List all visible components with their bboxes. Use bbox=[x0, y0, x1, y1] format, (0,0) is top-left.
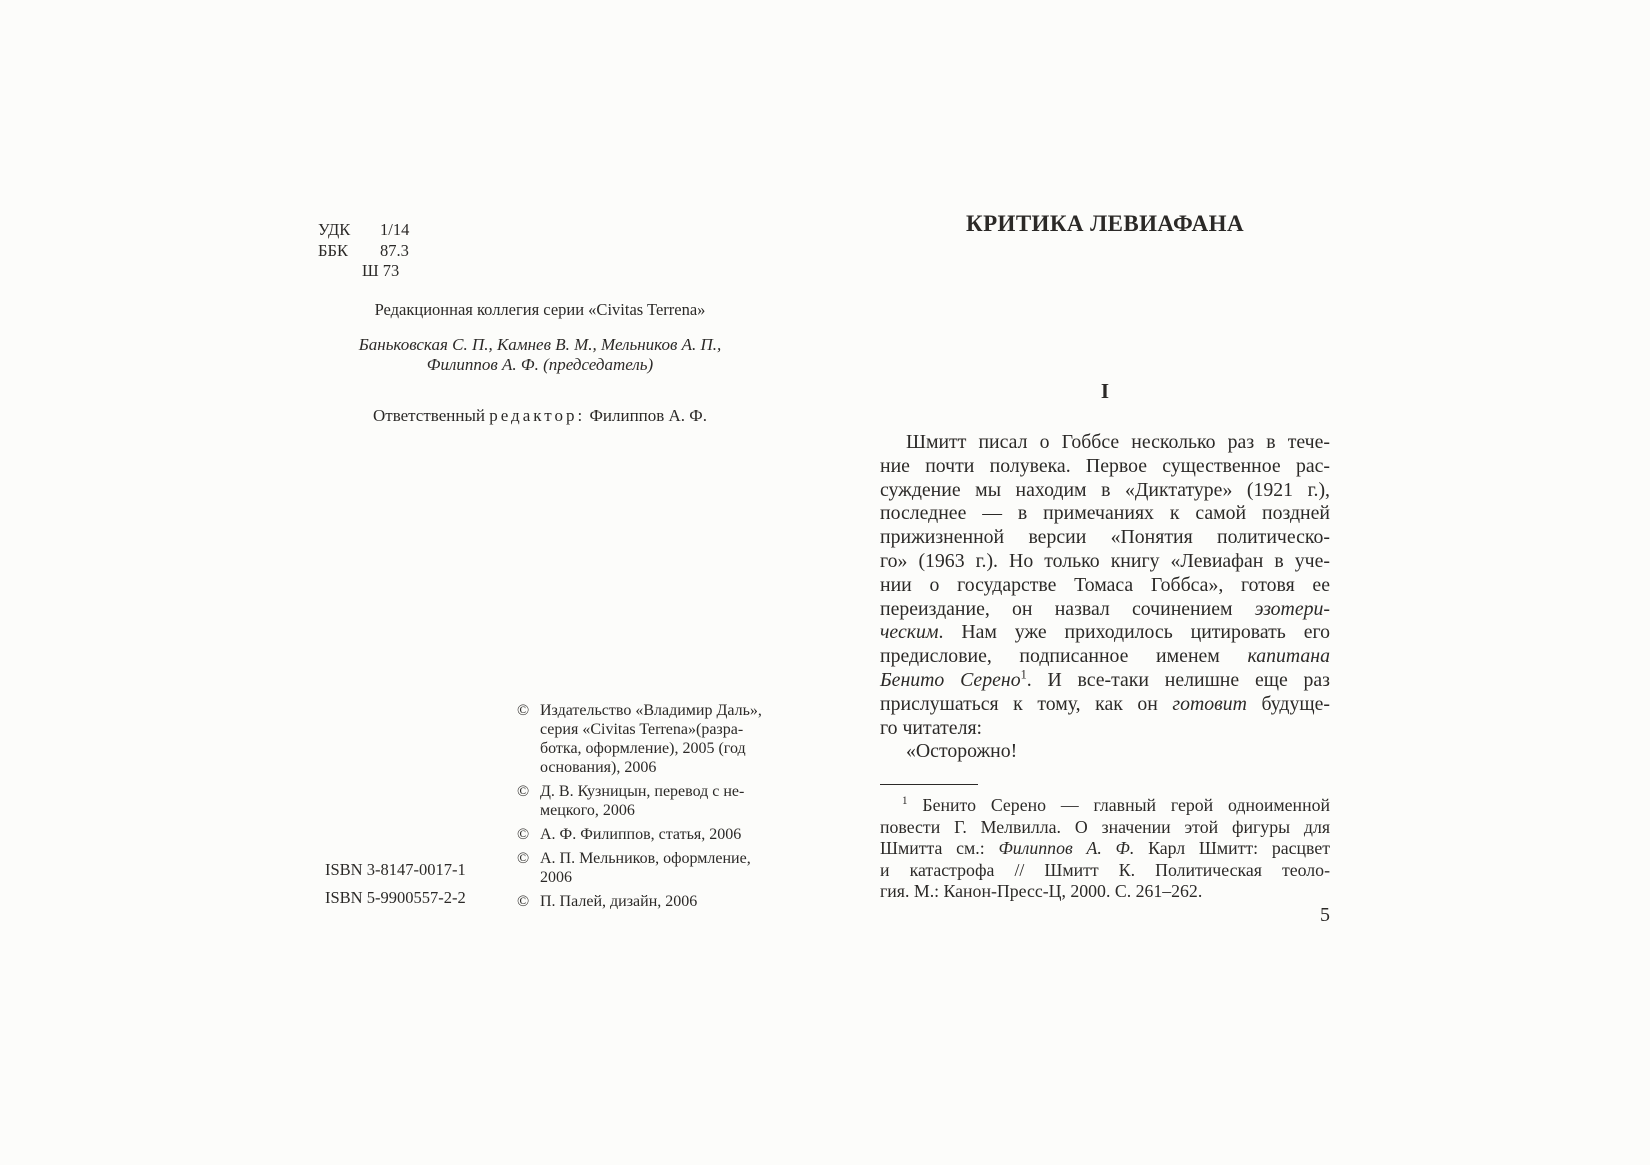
copyright-entry-text bbox=[540, 701, 807, 777]
author-sign-row bbox=[318, 261, 409, 282]
copyright-symbol: © bbox=[517, 826, 530, 843]
isbn-block bbox=[325, 856, 466, 912]
section-number: I bbox=[1100, 379, 1110, 403]
body-paragraph bbox=[880, 431, 1330, 764]
page-number: 5 bbox=[1320, 904, 1330, 926]
text-line: Шмитта см.: Филиппов А. Ф. Карл Шмитт: расцвет bbox=[880, 838, 1331, 859]
copyright-entry bbox=[517, 825, 807, 844]
text-line: предисловие, подписанное именем капитана bbox=[880, 645, 1330, 668]
responsible-editor-line bbox=[310, 406, 770, 426]
text-line: 2006 bbox=[540, 869, 572, 886]
bbk-label: ББК bbox=[318, 240, 348, 260]
text-line: и катастрофа // Шмитт К. Политическая теоло- bbox=[880, 859, 1330, 880]
text-line: ботка, оформление), 2005 (год bbox=[540, 740, 746, 757]
author-sign: Ш 73 bbox=[362, 261, 400, 280]
responsible-editor-prefix: Ответственный bbox=[372, 406, 490, 425]
text-line: нии о государстве Томаса Гоббса», готовя ее bbox=[880, 573, 1330, 596]
copyright-entry bbox=[517, 782, 807, 820]
text-line: Д. В. Кузницын, перевод с не- bbox=[540, 783, 745, 800]
text-line: ние почти полувека. Первое существенное рас- bbox=[880, 454, 1330, 477]
responsible-editor-title: редактор: bbox=[489, 406, 586, 425]
editorial-members-line: Баньковская С. П., Камнев В. М., Мельников А. П., bbox=[358, 335, 722, 354]
copyright-entry bbox=[517, 849, 807, 887]
copyright-entry bbox=[517, 701, 807, 777]
text-line: «Осторожно! bbox=[906, 740, 1018, 763]
copyright-entry-text bbox=[540, 825, 807, 844]
copyright-entry-text bbox=[540, 849, 807, 887]
copyright-symbol: © bbox=[517, 850, 530, 867]
text-line: Шмитт писал о Гоббсе несколько раз в тече- bbox=[906, 431, 1330, 453]
text-line: переиздание, он назвал сочинением эзотери- bbox=[880, 597, 1330, 620]
udk-value: 1/14 bbox=[380, 220, 410, 239]
text-line: го» (1963 г.). Но только книгу «Левиафан в уче- bbox=[880, 549, 1330, 572]
text-line: А. Ф. Филиппов, статья, 2006 bbox=[540, 826, 742, 843]
text-line: мецкого, 2006 bbox=[540, 802, 635, 819]
copyright-block bbox=[517, 701, 807, 916]
editorial-members-line: Филиппов А. Ф. (председатель) bbox=[426, 355, 654, 374]
responsible-editor-name: Филиппов А. Ф. bbox=[585, 406, 707, 425]
editorial-board-members bbox=[310, 335, 770, 375]
isbn-line: ISBN 3-8147-0017-1 bbox=[325, 860, 466, 879]
text-line: го читателя: bbox=[880, 716, 983, 739]
editorial-board-heading: Редакционная коллегия серии «Civitas Terrena» bbox=[374, 300, 706, 319]
udk-row bbox=[318, 220, 409, 241]
text-line: суждение мы находим в «Диктатуре» (1921 г.), bbox=[880, 478, 1330, 501]
chapter-title: КРИТИКА ЛЕВИАФАНА bbox=[966, 211, 1244, 236]
copyright-symbol: © bbox=[517, 783, 530, 800]
footnote bbox=[880, 795, 1330, 903]
bbk-row bbox=[318, 241, 409, 262]
text-line: последнее — в примечаниях к самой поздней bbox=[880, 502, 1330, 525]
udk-label: УДК bbox=[318, 220, 351, 239]
isbn-line: ISBN 5-9900557-2-2 bbox=[325, 888, 466, 907]
text-line: повести Г. Мелвилла. О значении этой фигуры для bbox=[880, 816, 1330, 837]
text-line: ческим. Нам уже приходилось цитировать его bbox=[880, 621, 1330, 644]
text-line: прижизненной версии «Понятия политическо- bbox=[880, 526, 1330, 549]
text-line: прислушаться к тому, как он готовит будуще- bbox=[880, 692, 1330, 715]
text-line: Бенито Серено$^1$. И все-таки нелишне еще раз bbox=[880, 667, 1330, 691]
text-line: П. Палей, дизайн, 2006 bbox=[540, 893, 698, 910]
copyright-symbol: © bbox=[517, 893, 530, 910]
copyright-symbol: © bbox=[517, 702, 530, 719]
text-line: основания), 2006 bbox=[540, 759, 657, 776]
copyright-entry-text bbox=[540, 782, 807, 820]
text-line: Издательство «Владимир Даль», bbox=[540, 702, 762, 719]
bbk-value: 87.3 bbox=[380, 240, 409, 260]
udk-block bbox=[318, 220, 409, 282]
footnote-rule bbox=[880, 784, 978, 785]
text-line: А. П. Мельников, оформление, bbox=[540, 850, 751, 867]
copyright-entry bbox=[517, 892, 807, 911]
copyright-entry-text bbox=[540, 892, 807, 911]
text-line: гия. М.: Канон-Пресс-Ц, 2000. С. 261–262. bbox=[880, 881, 1203, 902]
text-line: $^1$ Бенито Серено — главный герой одноименной bbox=[902, 795, 1330, 815]
text-line: серия «Civitas Terrena»(разра- bbox=[540, 721, 744, 738]
